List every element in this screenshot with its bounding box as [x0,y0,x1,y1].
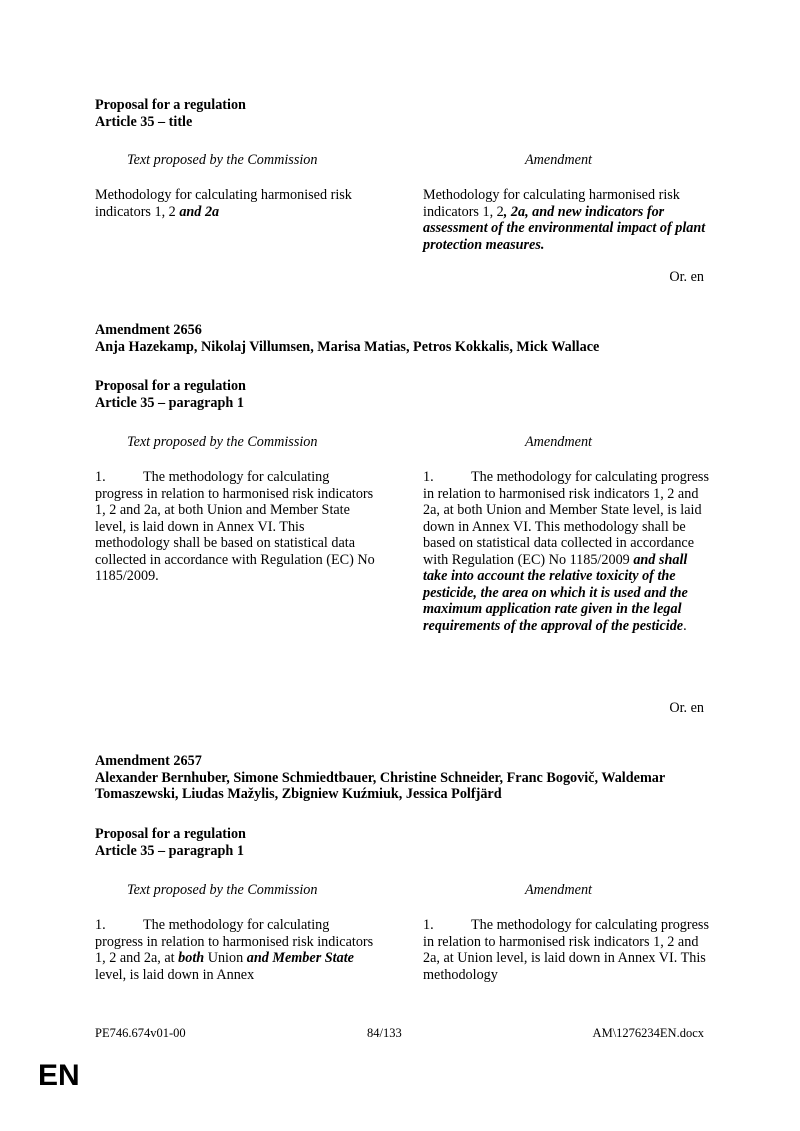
article-label: Article 35 – paragraph 1 [95,394,244,411]
column-head-amendment: Amendment [525,152,592,168]
proposal-label: Proposal for a regulation [95,826,246,842]
column-head-commission: Text proposed by the Commission [127,434,318,450]
article-label: Article 35 – title [95,113,193,130]
amendment-authors: Anja Hazekamp, Nikolaj Villumsen, Marisa Matias, Petros Kokkalis, Mick Wallace [95,338,600,355]
proposal-heading-2 [95,378,246,411]
text-run-emphasis: and Member State [246,950,354,966]
text-run: . [683,617,687,634]
proposal-heading-3 [95,826,246,859]
text-run: The methodology for calculating progress in relation to harmonised risk indicators 1, 2 and 2a, at Union level, is laid down in Annex VI. This methodology [423,917,709,983]
language-code: EN [38,1059,80,1092]
amendment-text-2 [423,469,713,634]
paragraph-number: 1. [423,917,434,933]
text-run-emphasis: , 2a, and new indicators for assessment of the environmental impact of plant protection measures. [423,203,706,253]
proposal-label: Proposal for a regulation [95,378,246,394]
column-head-commission: Text proposed by the Commission [127,152,318,168]
text-run-emphasis: both [178,950,205,966]
paragraph-number: 1. [423,469,434,485]
paragraph-number: 1. [95,917,106,933]
original-language-2: Or. en [669,700,704,716]
page-number: 84/133 [367,1026,402,1040]
amendment-number: Amendment 2657 [95,753,202,769]
document-filename: AM\1276234EN.docx [592,1026,704,1040]
proposal-label: Proposal for a regulation [95,97,246,113]
column-head-amendment: Amendment [525,882,592,898]
amendment-number: Amendment 2656 [95,322,202,338]
commission-text-1 [95,187,375,220]
text-run: level, is laid down in Annex [95,966,255,983]
amendment-heading-2657 [95,753,715,803]
text-run: The methodology for calculating progress in relation to harmonised risk indicators 1, 2 and 2a, at both Union and Member State level, is laid down in Annex VI. This methodology shall be based on statistical data collected in accordance with Regulation (EC) No 1185/2009 [423,469,709,568]
column-head-commission: Text proposed by the Commission [127,882,318,898]
proposal-heading-1 [95,97,246,130]
text-run-emphasis: and shall take into account the relative toxicity of the pesticide, the area on which it is used and the maximum application rate given in the legal requirements of the approval of the pesticide [423,551,688,634]
text-run: Methodology for calculating harmonised risk indicators 1, 2 [423,187,680,220]
amendment-text-1 [423,187,713,253]
commission-text-3 [95,917,380,983]
commission-text-2 [95,469,380,585]
original-language-1: Or. en [669,269,704,285]
paragraph-number: 1. [95,469,106,485]
text-run: Methodology for calculating harmonised risk indicators 1, 2 [95,187,352,220]
amendment-authors: Alexander Bernhuber, Simone Schmiedtbauer, Christine Schneider, Franc Bogovič, Waldemar Tomaszewski, Liudas Mažylis, Zbigniew Kuźmiuk, Jessica Polfjärd [95,769,665,802]
text-run: The methodology for calculating progress in relation to harmonised risk indicators 1, 2 and 2a, at [95,917,374,966]
column-head-amendment: Amendment [525,434,592,450]
text-run: The methodology for calculating progress in relation to harmonised risk indicators 1, 2 and 2a, at both Union and Member State level, is laid down in Annex VI. This methodology shall be based on statistical data collected in accordance with Regulation (EC) No 1185/2009. [95,469,375,584]
article-label: Article 35 – paragraph 1 [95,842,244,859]
amendment-text-3 [423,917,713,983]
text-run-emphasis: and 2a [179,203,220,220]
amendment-heading-2656 [95,322,599,355]
text-run: Union [204,950,247,966]
document-reference: PE746.674v01-00 [95,1026,186,1040]
